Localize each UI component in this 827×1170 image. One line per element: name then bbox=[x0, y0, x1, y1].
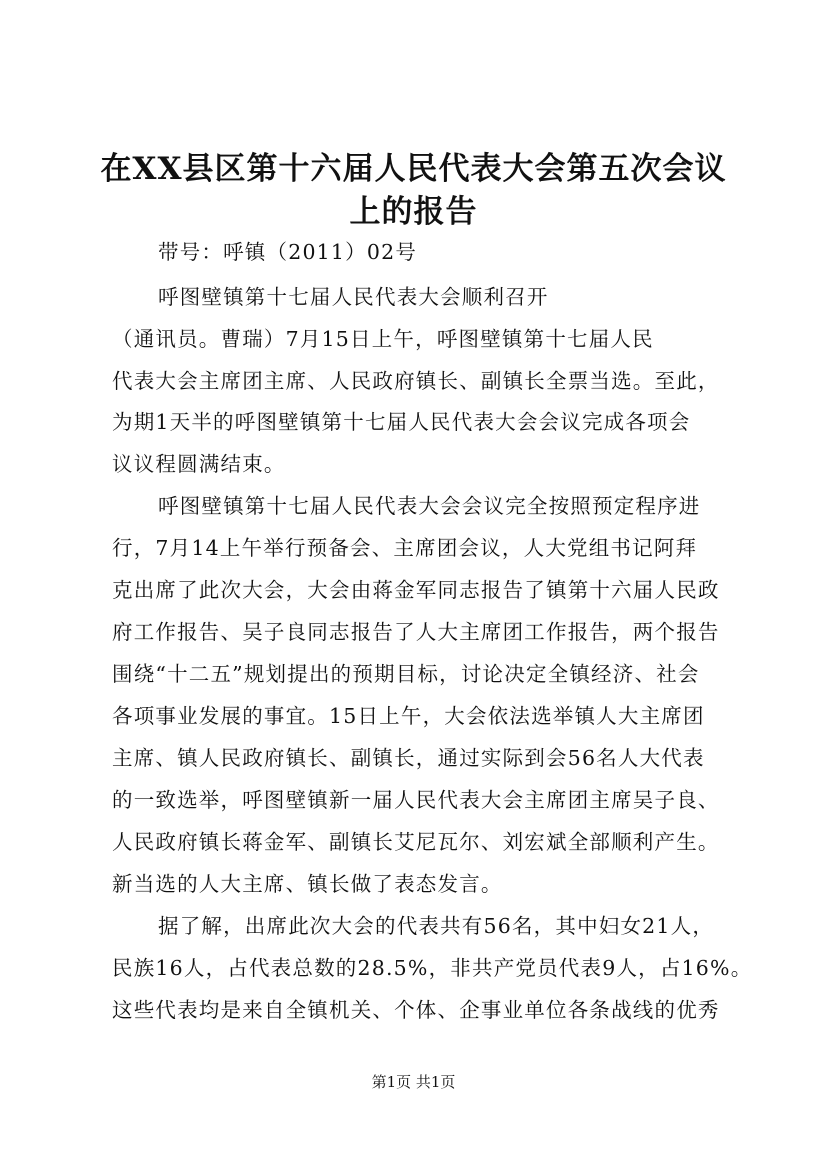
body-line: 克出席了此次大会，大会由蒋金军同志报告了镇第十六届人民政 bbox=[112, 578, 720, 602]
body-line: 为期1天半的呼图壁镇第十七届人民代表大会会议完成各项会 bbox=[112, 410, 691, 434]
body-line: 府工作报告、吴子良同志报告了人大主席团工作报告，两个报告 bbox=[112, 620, 720, 644]
body-line: 新当选的人大主席、镇长做了表态发言。 bbox=[112, 872, 503, 896]
body-line: 议议程圆满结束。 bbox=[112, 452, 286, 476]
body-line: 围绕“十二五”规划提出的预期目标，讨论决定全镇经济、社会 bbox=[112, 662, 700, 686]
body-line: 据了解，出席此次大会的代表共有56名，其中妇女21人， bbox=[158, 914, 715, 938]
body-line: 这些代表均是来自全镇机关、个体、企事业单位各条战线的优秀 bbox=[112, 998, 720, 1022]
body-line: 人民政府镇长蒋金军、副镇长艾尼瓦尔、刘宏斌全部顺利产生。 bbox=[112, 830, 720, 854]
document-number: 带号：呼镇（2011）02号 bbox=[158, 240, 418, 264]
document-title-line-2: 上的报告 bbox=[349, 194, 478, 230]
body-line: （通讯员。曹瑞）7月15日上午，呼图壁镇第十七届人民 bbox=[112, 327, 654, 351]
body-line: 行，7月14上午举行预备会、主席团会议，人大党组书记阿拜 bbox=[112, 536, 698, 560]
body-line: 的一致选举，呼图壁镇新一届人民代表大会主席团主席吴子良、 bbox=[112, 788, 720, 812]
body-line: 代表大会主席团主席、人民政府镇长、副镇长全票当选。至此， bbox=[112, 369, 720, 393]
body-line: 呼图壁镇第十七届人民代表大会会议完全按照预定程序进 bbox=[158, 494, 701, 518]
body-line: 民族16人，占代表总数的28.5%，非共产党员代表9人，占16%。 bbox=[112, 956, 753, 980]
body-line: 各项事业发展的事宜。15日上午，大会依法选举镇人大主席团 bbox=[112, 704, 705, 728]
document-title-line-1: 在XX县区第十六届人民代表大会第五次会议 bbox=[100, 151, 727, 187]
body-line: 主席、镇人民政府镇长、副镇长，通过实际到会56名人大代表 bbox=[112, 746, 705, 770]
page-footer: 第1页 共1页 bbox=[371, 1073, 456, 1091]
article-headline: 呼图壁镇第十七届人民代表大会顺利召开 bbox=[158, 285, 549, 309]
